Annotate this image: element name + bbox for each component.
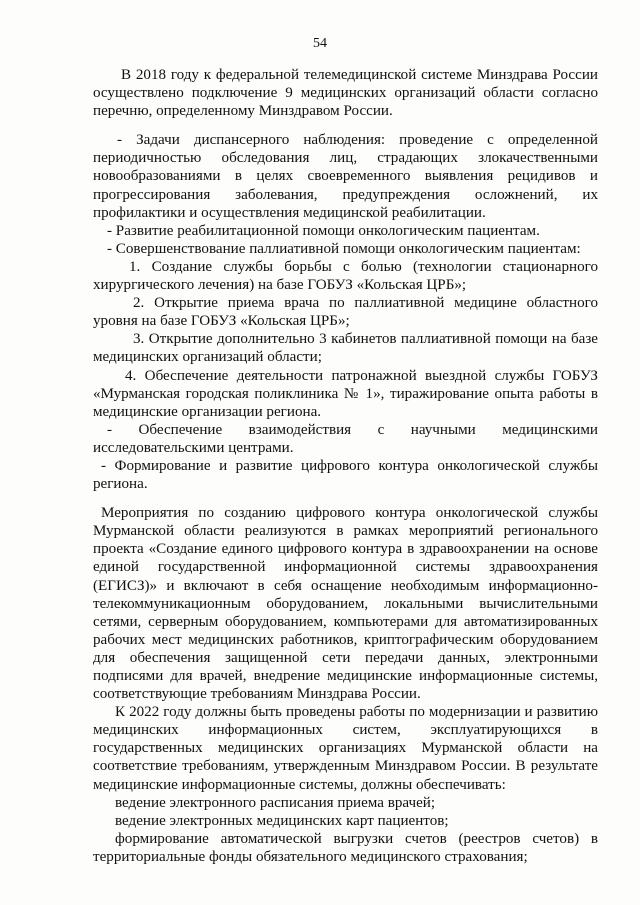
list-item-pain-service: 1. Создание службы борьбы с болью (технологии стационарного хирургического лечения) на базе ГОБУЗ «Кольская ЦРБ»; <box>93 258 598 294</box>
paragraph-dispensary-tasks: - Задачи диспансерного наблюдения: проведение с определенной периодичностью обследования лиц, страдающих злокачественными новообразованиями в целях своевременного выявления рецидивов и прогрессирования заболевания, предупреждения осложнений, их профилактики и осуществления медицинской реабилитации. <box>93 132 598 221</box>
paragraph-digital-contour: - Формирование и развитие цифрового контура онкологической службы региона. <box>93 457 598 493</box>
paragraph-2022-modernization: К 2022 году должны быть проведены работы по модернизации и развитию медицинских информационных систем, эксплуатирующихся в государственных медицинских организациях Мурманской области на соответствие требованиям, утвержденным Минздравом России. В результате медицинские информационные системы, должны обеспечивать: <box>93 704 598 793</box>
paragraph-telemedicine: В 2018 году к федеральной телемедицинской системе Минздрава России осуществлено подключение 9 медицинских организаций области согласно перечню, определенному Минздравом России. <box>93 67 598 120</box>
list-item-electronic-schedule: ведение электронного расписания приема врачей; <box>115 794 436 811</box>
list-item-electronic-records: ведение электронных медицинских карт пациентов; <box>115 812 449 829</box>
list-item-palliative-doctor: 2. Открытие приема врача по паллиативной медицине областного уровня на базе ГОБУЗ «Кольская ЦРБ»; <box>93 295 598 330</box>
list-item-invoice-upload: формирование автоматической выгрузки счетов (реестров счетов) в территориальные фонды обязательного медицинского страхования; <box>93 830 598 865</box>
paragraph-rehabilitation: - Развитие реабилитационной помощи онкологическим пациентам. <box>107 222 540 239</box>
list-item-patronage-service: 4. Обеспечение деятельности патронажной выездной службы ГОБУЗ «Мурманская городская поликлиника № 1», тиражирование опыта работы в медицинские организации региона. <box>93 367 598 420</box>
page-number: 54 <box>313 36 327 51</box>
paragraph-egisz-measures: Мероприятия по созданию цифрового контура онкологической службы Мурманской области реализуются в рамках мероприятий регионального проекта «Создание единого цифрового контура в здравоохранении на основе единой государственной информационной системы здравоохранения (ЕГИСЗ)» и включают в себя оснащение необходимым информационно-телекоммуникационным оборудованием, локальными вычислительными сетями, серверным оборудованием, компьютерами для автоматизированных рабочих мест медицинских работников, криптографическим оборудованием для обеспечения защищенной сети передачи данных, электронными подписями для врачей, внедрение медицинские информационные системы, соответствующие требованиям Минздрава России. <box>93 505 598 703</box>
document-body <box>93 66 598 866</box>
list-item-palliative-rooms: 3. Открытие дополнительно 3 кабинетов паллиативной помощи на базе медицинских организаций области; <box>93 331 598 366</box>
paragraph-research-centers: - Обеспечение взаимодействия с научными медицинскими исследовательскими центрами. <box>93 421 598 456</box>
paragraph-palliative: - Совершенствование паллиативной помощи онкологическим пациентам: <box>107 240 581 257</box>
